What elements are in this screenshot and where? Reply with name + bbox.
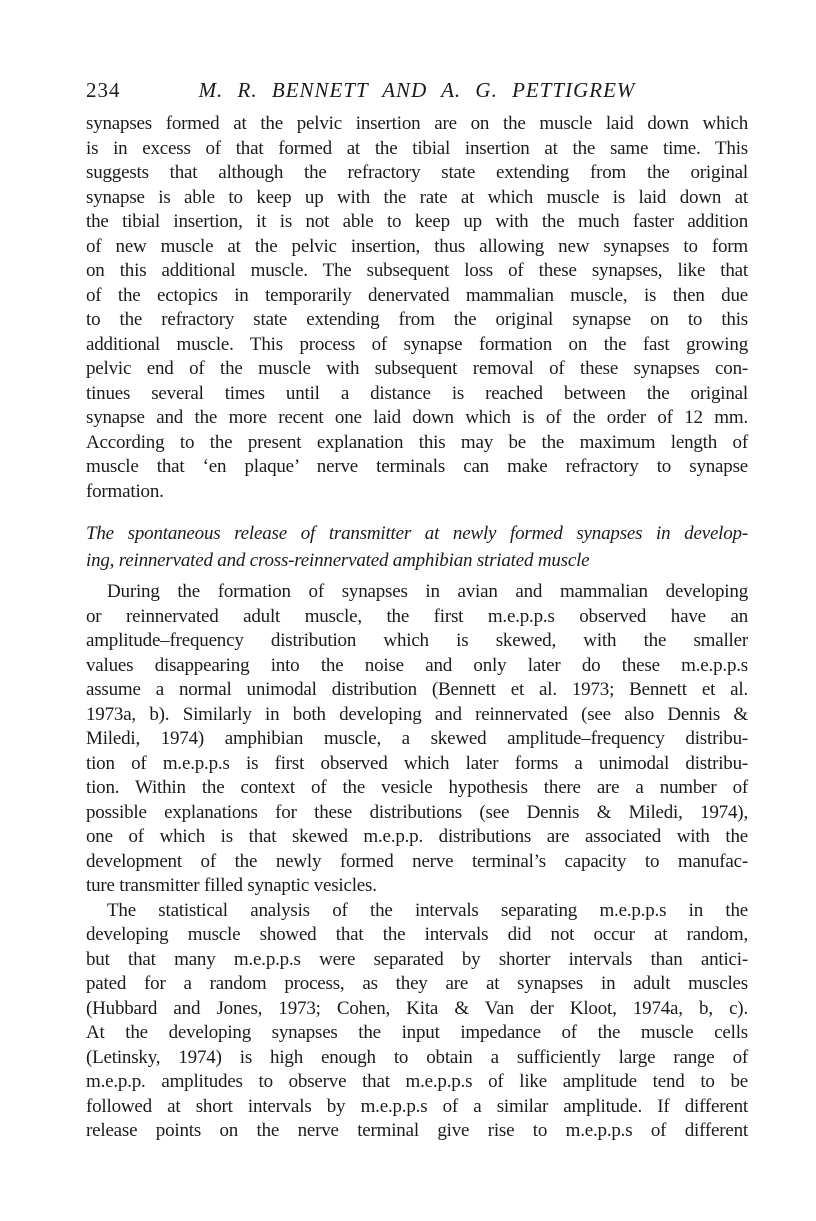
text-line: developing muscle showed that the intervals did not occur at random, [86, 924, 748, 945]
paragraph-2 [86, 580, 748, 899]
text-line: additional muscle. This process of synapse formation on the fast growing [86, 333, 748, 355]
text-line: is in excess of that formed at the tibial insertion at the same time. This [86, 137, 748, 159]
text-line: synapse is able to keep up with the rate at which muscle is laid down at [86, 186, 748, 208]
page-header [86, 78, 748, 102]
page-body [86, 112, 748, 1144]
text-line: development of the newly formed nerve terminal’s capacity to manufac- [86, 850, 748, 872]
paragraph-continuation [86, 112, 748, 504]
text-line: muscle that ‘en plaque’ nerve terminals can make refractory to synapse [86, 456, 748, 477]
text-line: The statistical analysis of the intervals separating m.e.p.p.s in the [107, 899, 748, 921]
text-line: values disappearing into the noise and only later do these m.e.p.p.s [86, 654, 748, 676]
text-line: At the developing synapses the input impedance of the muscle cells [86, 1022, 748, 1043]
heading-line: ing, reinnervated and cross-reinnervated amphibian striated muscle [86, 550, 590, 571]
text-line: to the refractory state extending from the original synapse on to this [86, 309, 748, 330]
text-line: but that many m.e.p.p.s were separated by shorter intervals than antici- [86, 948, 748, 970]
page-number: 234 [86, 78, 121, 102]
paragraph-3 [86, 899, 748, 1144]
text-line: amplitude–frequency distribution which is skewed, with the smaller [86, 630, 748, 651]
text-line: pelvic end of the muscle with subsequent removal of these synapses con- [86, 358, 748, 379]
text-line: tion of m.e.p.p.s is first observed which later forms a unimodal distribu- [86, 752, 748, 774]
text-line: assume a normal unimodal distribution (Bennett et al. 1973; Bennett et al. [86, 679, 748, 700]
heading-line: The spontaneous release of transmitter at newly formed synapses in develop- [86, 523, 748, 544]
text-line: possible explanations for these distributions (see Dennis & Miledi, 1974), [86, 801, 748, 823]
text-line: (Hubbard and Jones, 1973; Cohen, Kita & Van der Kloot, 1974a, b, c). [86, 997, 748, 1019]
text-line: During the formation of synapses in avian and mammalian developing [107, 581, 748, 602]
text-line: synapses formed at the pelvic insertion are on the muscle laid down which [86, 113, 748, 134]
text-line: the tibial insertion, it is not able to keep up with the much faster addition [86, 211, 748, 232]
text-line: m.e.p.p. amplitudes to observe that m.e.p.p.s of like amplitude tend to be [86, 1071, 748, 1092]
text-line: formation. [86, 480, 164, 502]
text-line: (Letinsky, 1974) is high enough to obtain a sufficiently large range of [86, 1046, 748, 1068]
text-line: of new muscle at the pelvic insertion, thus allowing new synapses to form [86, 235, 748, 257]
text-line: ture transmitter filled synaptic vesicles. [86, 875, 377, 896]
text-line: According to the present explanation this may be the maximum length of [86, 431, 748, 453]
text-line: on this additional muscle. The subsequent loss of these synapses, like that [86, 260, 748, 281]
text-line: pated for a random process, as they are at synapses in adult muscles [86, 973, 748, 994]
text-line: of the ectopics in temporarily denervated mammalian muscle, is then due [86, 284, 748, 306]
text-line: tinues several times until a distance is reached between the original [86, 382, 748, 404]
text-line: or reinnervated adult muscle, the first m.e.p.p.s observed have an [86, 605, 748, 627]
text-line: followed at short intervals by m.e.p.p.s of a similar amplitude. If different [86, 1095, 748, 1117]
text-line: tion. Within the context of the vesicle hypothesis there are a number of [86, 777, 748, 798]
text-line: synapse and the more recent one laid down which is of the order of 12 mm. [86, 407, 748, 428]
text-line: suggests that although the refractory state extending from the original [86, 162, 748, 183]
text-line: Miledi, 1974) amphibian muscle, a skewed amplitude–frequency distribu- [86, 728, 748, 749]
text-line: 1973a, b). Similarly in both developing and reinnervated (see also Dennis & [86, 703, 748, 725]
text-column [86, 78, 748, 1144]
text-line: one of which is that skewed m.e.p.p. distributions are associated with the [86, 826, 748, 847]
running-head: M. R. BENNETT AND A. G. PETTIGREW [198, 78, 636, 102]
text-line: release points on the nerve terminal give rise to m.e.p.p.s of different [86, 1120, 748, 1141]
section-heading [86, 520, 748, 574]
